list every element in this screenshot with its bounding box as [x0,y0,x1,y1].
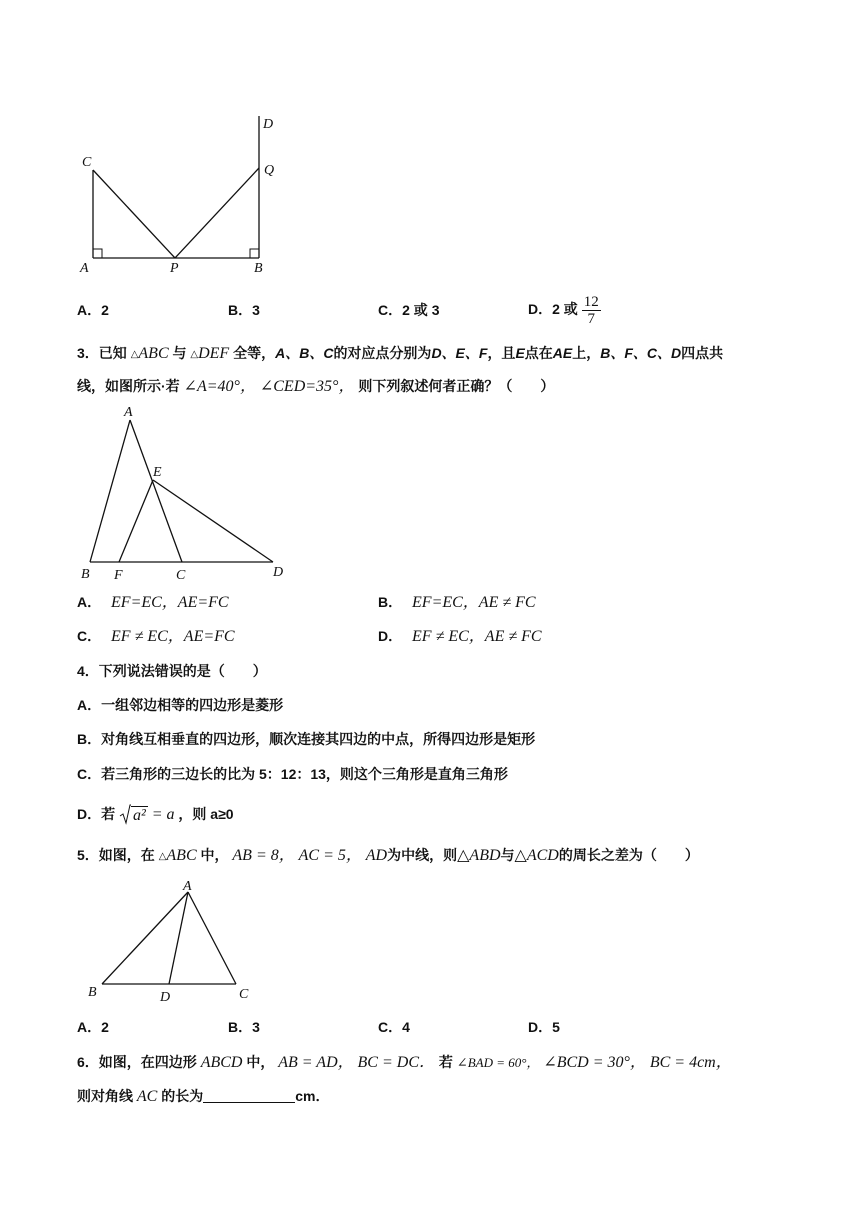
q4-choice-a[interactable]: A．一组邻边相等的四边形是菱形 [77,697,284,713]
segment-ab [90,420,130,562]
q5-choice-b[interactable]: B．3 [228,1019,260,1035]
segment-ac [188,892,236,984]
square-root-expression: a² [119,805,148,826]
q3-stem-line-2: 线，如图所示·若 ∠A=40°， ∠CED=35°， 则下列叙述何者正确？（ ） [77,378,555,395]
label-b: B [254,261,263,276]
label-q: Q [264,163,275,178]
fraction-12-over-7: $\frac{12}{7}$ [583,293,599,327]
q3-choice-b[interactable]: B． EF=EC，AE ≠ FC [378,594,536,611]
figure-1-diagram [70,110,290,280]
q4-stem: 4．下列说法错误的是（ ） [77,663,267,679]
segment-ab [102,892,188,984]
q6-stem-line-1: 6．如图，在四边形 ABCD 中， AB = AD， BC = DC． 若 ∠BAD = 60°， ∠BCD = 30°， BC = 4cm， [77,1054,732,1071]
label-d: D [263,117,274,132]
figure-3-diagram [70,402,300,584]
label-b: B [88,985,97,1000]
segment-ed [153,480,273,562]
label-c: C [82,155,92,170]
answer-blank[interactable] [203,1088,295,1103]
radical-sign-icon [119,803,131,825]
label-d: D [160,990,171,1005]
right-angle-mark-b [250,249,259,258]
q4-choice-d[interactable]: D．若 a² = a ，则 a≥0 [77,804,234,826]
q3-stem-line-1: 3．已知 △ABC 与 △DEF 全等，A、B、C的对应点分别为D、E、F，且E点在AE上，B、F、C、D四点共 [77,345,724,362]
label-a: A [80,261,89,276]
label-e: E [153,465,162,480]
segment-cp [93,170,175,258]
label-b: B [81,567,90,582]
q2-choice-b[interactable]: B．3 [228,302,260,318]
q5-choice-a[interactable]: A．2 [77,1019,109,1035]
label-a: A [183,879,192,894]
q3-choice-c[interactable]: C． EF ≠ EC，AE=FC [77,628,235,645]
label-c: C [176,568,186,583]
q2-choice-c[interactable]: C．2 或 3 [378,302,440,318]
q2-choice-d[interactable]: D．2 或 $\frac{12}{7}$ [528,293,599,327]
segment-ac [130,420,182,562]
segment-fe [119,480,153,562]
label-c: C [239,987,249,1002]
segment-ad [169,892,188,984]
q3-choice-a[interactable]: A． EF=EC，AE=FC [77,594,229,611]
q4-choice-b[interactable]: B．对角线互相垂直的四边形，顺次连接其四边的中点，所得四边形是矩形 [77,731,536,747]
right-angle-mark-a [93,249,102,258]
label-d: D [273,565,284,580]
label-p: P [170,261,179,276]
q2-choice-a[interactable]: A．2 [77,302,109,318]
q5-choice-d[interactable]: D．5 [528,1019,560,1035]
q4-choice-c[interactable]: C．若三角形的三边长的比为 5：12：13，则这个三角形是直角三角形 [77,766,508,782]
q5-stem: 5．如图，在 △ABC 中， AB = 8， AC = 5， AD为中线，则△ABD与△ACD的周长之差为（ ） [77,847,699,864]
label-f: F [114,568,123,583]
segment-pq [175,168,259,258]
figure-5-diagram [80,874,260,1008]
q3-choice-d[interactable]: D． EF ≠ EC，AE ≠ FC [378,628,542,645]
label-a: A [124,405,133,420]
q6-stem-line-2: 则对角线 AC 的长为 cm． [77,1088,330,1105]
q5-choice-c[interactable]: C．4 [378,1019,410,1035]
